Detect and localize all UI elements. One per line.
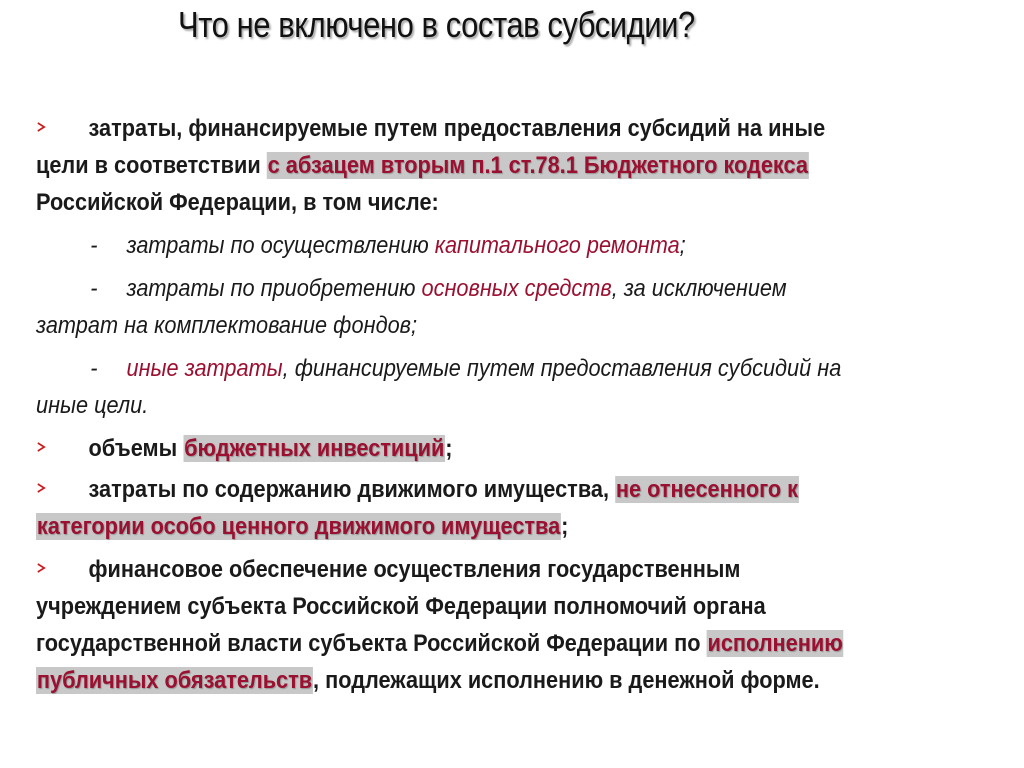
sub-text: , за исключением [611, 275, 787, 302]
item-text: , подлежащих исполнению в денежной форме. [313, 667, 820, 694]
dash-marker: - [90, 275, 98, 302]
highlight-budget-code: с абзацем вторым п.1 ст.78.1 Бюджетного кодекса [267, 152, 808, 179]
sub-item-3-line-2 [36, 387, 905, 424]
dash-marker: - [90, 355, 98, 382]
bullet-item-1-line-2 [36, 147, 905, 184]
sub-text: затраты по приобретению [126, 275, 422, 302]
slide-title: Что не включено в состав субсидии? [178, 4, 695, 45]
bullet-item-4-line-4 [36, 662, 905, 699]
item-text: государственной власти субъекта Российской Федерации по [36, 630, 707, 657]
item-text: Российской Федерации, в том числе: [36, 189, 439, 216]
sub-text: затраты по осуществлению [126, 232, 435, 259]
sub-text: , финансируемые путем предоставления субсидий на [282, 355, 842, 382]
bullet-item-4-line-3 [36, 625, 905, 662]
item-text: цели в соответствии [36, 152, 267, 179]
sub-text: ; [679, 232, 686, 259]
highlight-capital-repair: капитального ремонта [434, 232, 680, 259]
bullet-item-3-line-2 [36, 508, 905, 545]
sub-item-1 [36, 227, 905, 264]
bullet-item-2 [36, 430, 905, 467]
slide-content [36, 110, 996, 699]
sub-item-2-line-1 [36, 270, 905, 307]
bullet-item-4-line-1 [36, 551, 905, 588]
bullet-item-4-line-2 [36, 588, 905, 625]
item-text: ; [445, 435, 453, 462]
highlight-fixed-assets: основных средств [421, 275, 612, 302]
arrow-bullet-icon [36, 121, 88, 133]
arrow-bullet-icon [36, 441, 88, 453]
item-text: затраты, финансируемые путем предоставления субсидий на иные [88, 115, 826, 142]
arrow-bullet-icon [36, 562, 88, 574]
item-text: учреждением субъекта Российской Федерации полномочий органа [36, 593, 766, 620]
item-text: объемы [88, 435, 184, 462]
highlight-public-obligations: публичных обязательств [36, 667, 313, 694]
sub-text: затрат на комплектование фондов; [36, 312, 418, 339]
highlight-execution: исполнению [707, 630, 843, 657]
item-text: финансовое обеспечение осуществления государственным [88, 556, 741, 583]
sub-item-2-line-2 [36, 307, 905, 344]
highlight-valuable-property: категории особо ценного движимого имущества [36, 513, 561, 540]
highlight-other-costs: иные затраты [126, 355, 283, 382]
sub-text: иные цели. [36, 392, 149, 419]
highlight-not-assigned: не отнесенного к [615, 476, 799, 503]
bullet-item-1-line-3 [36, 184, 905, 221]
item-text: затраты по содержанию движимого имущества, [88, 476, 616, 503]
highlight-budget-investments: бюджетных инвестиций [184, 435, 445, 462]
dash-marker: - [90, 232, 98, 259]
item-text: ; [561, 513, 569, 540]
arrow-bullet-icon [36, 482, 88, 494]
bullet-item-1-line-1 [36, 110, 905, 147]
bullet-item-3-line-1 [36, 471, 905, 508]
sub-item-3-line-1 [36, 350, 905, 387]
